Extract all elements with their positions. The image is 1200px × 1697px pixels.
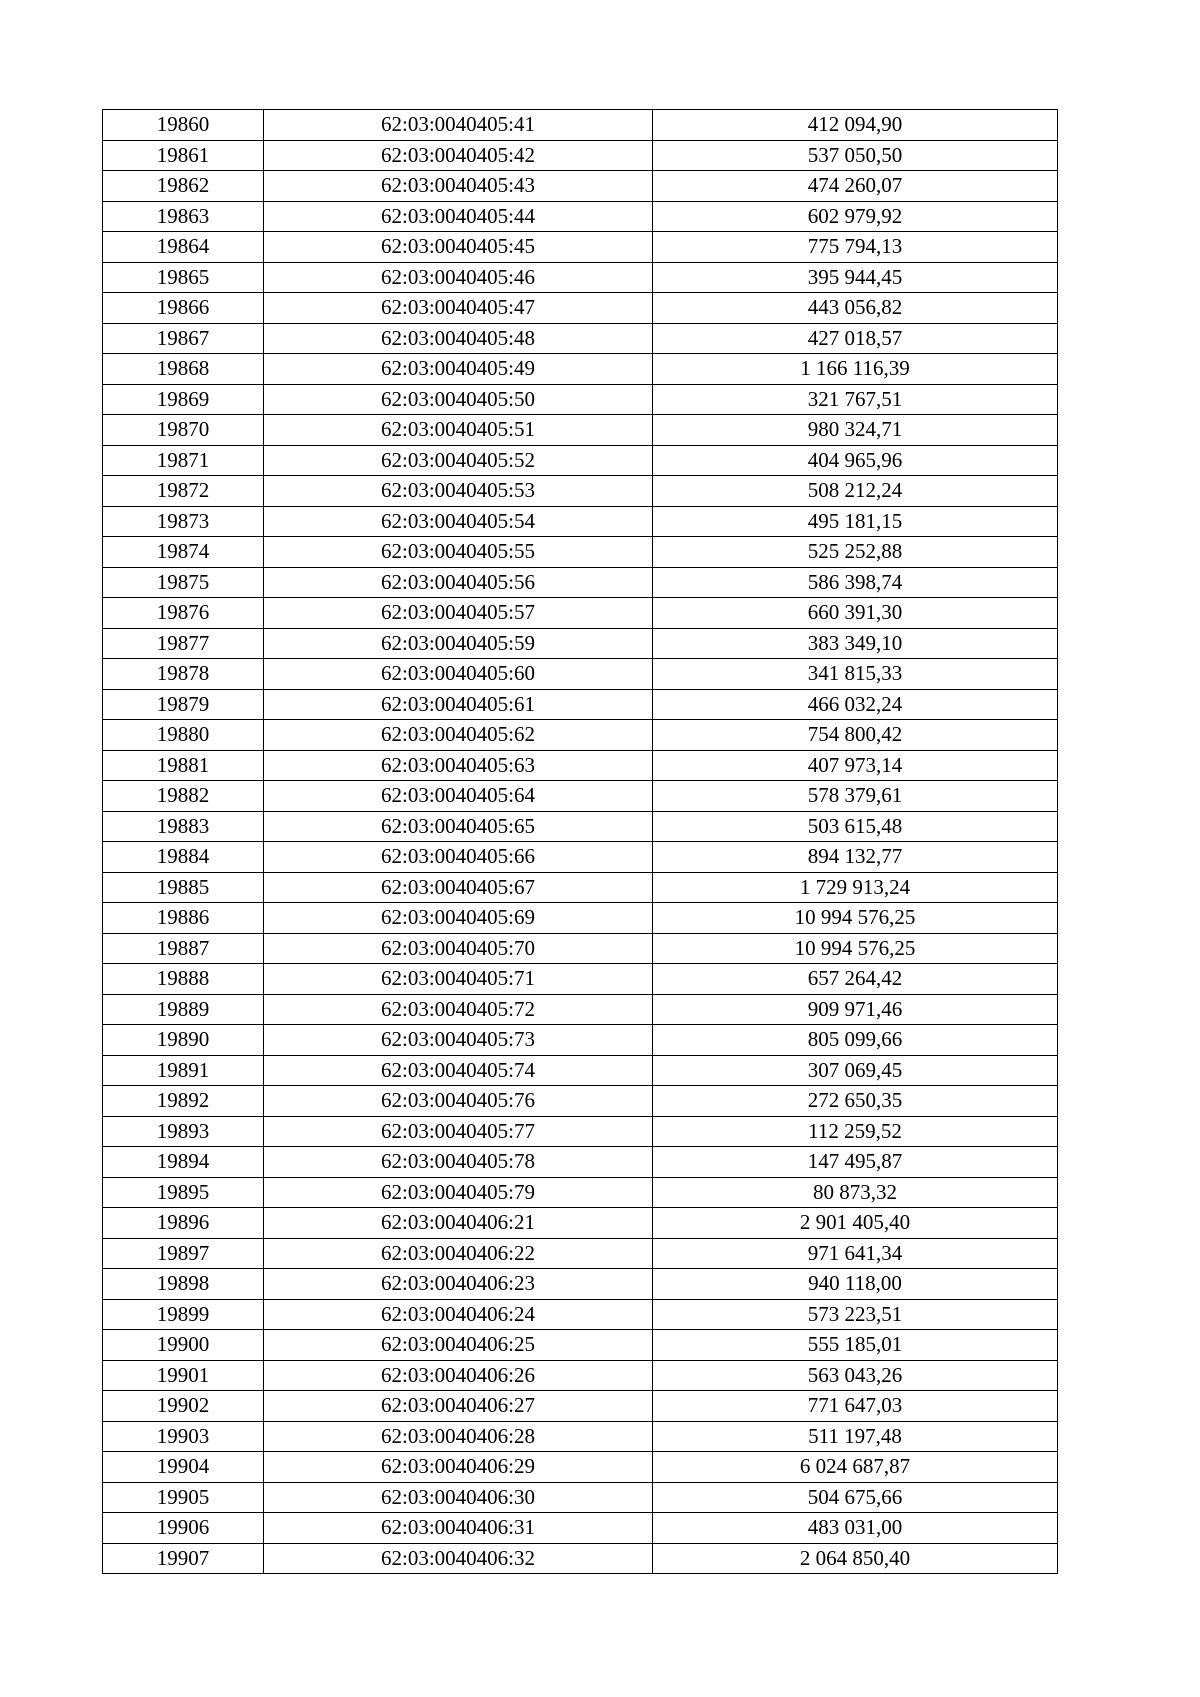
cadastral-value-cell: 657 264,42 (653, 964, 1058, 995)
row-number-cell: 19902 (103, 1391, 264, 1422)
row-number-cell: 19892 (103, 1086, 264, 1117)
cadastral-value-cell: 383 349,10 (653, 628, 1058, 659)
cadastral-value-cell: 495 181,15 (653, 506, 1058, 537)
cadastral-value-cell: 940 118,00 (653, 1269, 1058, 1300)
cadastral-number-cell: 62:03:0040405:47 (264, 293, 653, 324)
table-row (103, 720, 1058, 751)
table-row (103, 1543, 1058, 1574)
row-number-cell: 19871 (103, 445, 264, 476)
cadastral-number-cell: 62:03:0040406:29 (264, 1452, 653, 1483)
cadastral-value-cell: 272 650,35 (653, 1086, 1058, 1117)
cadastral-value-table (102, 109, 1058, 1574)
table-row (103, 811, 1058, 842)
cadastral-number-cell: 62:03:0040405:72 (264, 994, 653, 1025)
row-number-cell: 19867 (103, 323, 264, 354)
cadastral-value-cell: 602 979,92 (653, 201, 1058, 232)
table-row (103, 964, 1058, 995)
cadastral-value-cell: 395 944,45 (653, 262, 1058, 293)
table-row (103, 384, 1058, 415)
cadastral-value-cell: 427 018,57 (653, 323, 1058, 354)
table-row (103, 628, 1058, 659)
cadastral-value-cell: 525 252,88 (653, 537, 1058, 568)
row-number-cell: 19878 (103, 659, 264, 690)
table-row (103, 750, 1058, 781)
cadastral-value-cell: 307 069,45 (653, 1055, 1058, 1086)
cadastral-number-cell: 62:03:0040405:69 (264, 903, 653, 934)
row-number-cell: 19881 (103, 750, 264, 781)
row-number-cell: 19894 (103, 1147, 264, 1178)
row-number-cell: 19866 (103, 293, 264, 324)
cadastral-value-cell: 555 185,01 (653, 1330, 1058, 1361)
cadastral-number-cell: 62:03:0040405:44 (264, 201, 653, 232)
cadastral-value-cell: 771 647,03 (653, 1391, 1058, 1422)
cadastral-value-cell: 503 615,48 (653, 811, 1058, 842)
cadastral-value-cell: 980 324,71 (653, 415, 1058, 446)
cadastral-number-cell: 62:03:0040406:27 (264, 1391, 653, 1422)
row-number-cell: 19883 (103, 811, 264, 842)
row-number-cell: 19862 (103, 171, 264, 202)
cadastral-number-cell: 62:03:0040405:51 (264, 415, 653, 446)
row-number-cell: 19899 (103, 1299, 264, 1330)
table-row (103, 1055, 1058, 1086)
table-row (103, 201, 1058, 232)
row-number-cell: 19873 (103, 506, 264, 537)
row-number-cell: 19905 (103, 1482, 264, 1513)
cadastral-value-cell: 573 223,51 (653, 1299, 1058, 1330)
table-row (103, 354, 1058, 385)
cadastral-number-cell: 62:03:0040405:54 (264, 506, 653, 537)
table-body (103, 110, 1058, 1574)
table-row (103, 933, 1058, 964)
cadastral-number-cell: 62:03:0040406:25 (264, 1330, 653, 1361)
cadastral-value-cell: 10 994 576,25 (653, 903, 1058, 934)
cadastral-number-cell: 62:03:0040405:76 (264, 1086, 653, 1117)
cadastral-number-cell: 62:03:0040405:55 (264, 537, 653, 568)
table-row (103, 1269, 1058, 1300)
cadastral-value-cell: 754 800,42 (653, 720, 1058, 751)
cadastral-value-cell: 894 132,77 (653, 842, 1058, 873)
cadastral-number-cell: 62:03:0040405:62 (264, 720, 653, 751)
row-number-cell: 19906 (103, 1513, 264, 1544)
table-row (103, 903, 1058, 934)
cadastral-value-cell: 578 379,61 (653, 781, 1058, 812)
cadastral-number-cell: 62:03:0040405:61 (264, 689, 653, 720)
row-number-cell: 19876 (103, 598, 264, 629)
cadastral-number-cell: 62:03:0040405:49 (264, 354, 653, 385)
row-number-cell: 19865 (103, 262, 264, 293)
table-row (103, 659, 1058, 690)
row-number-cell: 19896 (103, 1208, 264, 1239)
row-number-cell: 19888 (103, 964, 264, 995)
cadastral-number-cell: 62:03:0040405:74 (264, 1055, 653, 1086)
cadastral-number-cell: 62:03:0040405:56 (264, 567, 653, 598)
row-number-cell: 19886 (103, 903, 264, 934)
cadastral-value-cell: 321 767,51 (653, 384, 1058, 415)
table-row (103, 1025, 1058, 1056)
cadastral-number-cell: 62:03:0040405:70 (264, 933, 653, 964)
cadastral-value-cell: 443 056,82 (653, 293, 1058, 324)
cadastral-value-cell: 2 064 850,40 (653, 1543, 1058, 1574)
table-row (103, 110, 1058, 141)
row-number-cell: 19861 (103, 140, 264, 171)
row-number-cell: 19868 (103, 354, 264, 385)
cadastral-number-cell: 62:03:0040405:64 (264, 781, 653, 812)
table-row (103, 1116, 1058, 1147)
cadastral-value-cell: 80 873,32 (653, 1177, 1058, 1208)
cadastral-value-cell: 147 495,87 (653, 1147, 1058, 1178)
table-row (103, 1452, 1058, 1483)
table-row (103, 1238, 1058, 1269)
cadastral-number-cell: 62:03:0040405:41 (264, 110, 653, 141)
table-row (103, 506, 1058, 537)
row-number-cell: 19860 (103, 110, 264, 141)
cadastral-value-cell: 805 099,66 (653, 1025, 1058, 1056)
table-row (103, 323, 1058, 354)
row-number-cell: 19870 (103, 415, 264, 446)
row-number-cell: 19874 (103, 537, 264, 568)
cadastral-value-cell: 909 971,46 (653, 994, 1058, 1025)
cadastral-number-cell: 62:03:0040405:59 (264, 628, 653, 659)
cadastral-value-cell: 483 031,00 (653, 1513, 1058, 1544)
cadastral-number-cell: 62:03:0040406:23 (264, 1269, 653, 1300)
table-row (103, 1391, 1058, 1422)
row-number-cell: 19891 (103, 1055, 264, 1086)
table-row (103, 171, 1058, 202)
row-number-cell: 19872 (103, 476, 264, 507)
row-number-cell: 19890 (103, 1025, 264, 1056)
table-row (103, 1513, 1058, 1544)
cadastral-number-cell: 62:03:0040405:66 (264, 842, 653, 873)
table-row (103, 598, 1058, 629)
row-number-cell: 19879 (103, 689, 264, 720)
row-number-cell: 19875 (103, 567, 264, 598)
table-row (103, 994, 1058, 1025)
cadastral-number-cell: 62:03:0040405:63 (264, 750, 653, 781)
cadastral-number-cell: 62:03:0040405:57 (264, 598, 653, 629)
cadastral-value-cell: 563 043,26 (653, 1360, 1058, 1391)
table-row (103, 232, 1058, 263)
row-number-cell: 19863 (103, 201, 264, 232)
cadastral-value-cell: 504 675,66 (653, 1482, 1058, 1513)
cadastral-value-cell: 474 260,07 (653, 171, 1058, 202)
cadastral-value-cell: 6 024 687,87 (653, 1452, 1058, 1483)
table-row (103, 1421, 1058, 1452)
row-number-cell: 19904 (103, 1452, 264, 1483)
row-number-cell: 19897 (103, 1238, 264, 1269)
cadastral-number-cell: 62:03:0040405:50 (264, 384, 653, 415)
cadastral-value-cell: 112 259,52 (653, 1116, 1058, 1147)
cadastral-number-cell: 62:03:0040406:22 (264, 1238, 653, 1269)
table-row (103, 262, 1058, 293)
cadastral-number-cell: 62:03:0040406:28 (264, 1421, 653, 1452)
cadastral-number-cell: 62:03:0040406:24 (264, 1299, 653, 1330)
row-number-cell: 19893 (103, 1116, 264, 1147)
cadastral-number-cell: 62:03:0040405:48 (264, 323, 653, 354)
cadastral-number-cell: 62:03:0040405:45 (264, 232, 653, 263)
cadastral-number-cell: 62:03:0040405:73 (264, 1025, 653, 1056)
cadastral-value-cell: 341 815,33 (653, 659, 1058, 690)
table-row (103, 781, 1058, 812)
cadastral-value-cell: 10 994 576,25 (653, 933, 1058, 964)
table-row (103, 567, 1058, 598)
row-number-cell: 19877 (103, 628, 264, 659)
cadastral-number-cell: 62:03:0040405:65 (264, 811, 653, 842)
cadastral-number-cell: 62:03:0040405:52 (264, 445, 653, 476)
table-row (103, 415, 1058, 446)
cadastral-value-cell: 2 901 405,40 (653, 1208, 1058, 1239)
cadastral-number-cell: 62:03:0040405:53 (264, 476, 653, 507)
table-row (103, 537, 1058, 568)
row-number-cell: 19895 (103, 1177, 264, 1208)
row-number-cell: 19889 (103, 994, 264, 1025)
cadastral-number-cell: 62:03:0040405:77 (264, 1116, 653, 1147)
row-number-cell: 19901 (103, 1360, 264, 1391)
table-row (103, 1147, 1058, 1178)
cadastral-value-cell: 412 094,90 (653, 110, 1058, 141)
cadastral-number-cell: 62:03:0040405:67 (264, 872, 653, 903)
cadastral-value-cell: 971 641,34 (653, 1238, 1058, 1269)
cadastral-value-cell: 586 398,74 (653, 567, 1058, 598)
cadastral-value-cell: 1 729 913,24 (653, 872, 1058, 903)
cadastral-value-cell: 508 212,24 (653, 476, 1058, 507)
row-number-cell: 19907 (103, 1543, 264, 1574)
cadastral-number-cell: 62:03:0040405:79 (264, 1177, 653, 1208)
row-number-cell: 19898 (103, 1269, 264, 1300)
cadastral-number-cell: 62:03:0040405:78 (264, 1147, 653, 1178)
table-row (103, 1360, 1058, 1391)
cadastral-value-cell: 1 166 116,39 (653, 354, 1058, 385)
cadastral-number-cell: 62:03:0040405:60 (264, 659, 653, 690)
row-number-cell: 19884 (103, 842, 264, 873)
table-row (103, 689, 1058, 720)
cadastral-number-cell: 62:03:0040406:31 (264, 1513, 653, 1544)
row-number-cell: 19864 (103, 232, 264, 263)
row-number-cell: 19900 (103, 1330, 264, 1361)
row-number-cell: 19882 (103, 781, 264, 812)
table-row (103, 1208, 1058, 1239)
cadastral-number-cell: 62:03:0040405:46 (264, 262, 653, 293)
row-number-cell: 19869 (103, 384, 264, 415)
cadastral-number-cell: 62:03:0040406:30 (264, 1482, 653, 1513)
cadastral-value-cell: 660 391,30 (653, 598, 1058, 629)
table-row (103, 293, 1058, 324)
cadastral-number-cell: 62:03:0040406:21 (264, 1208, 653, 1239)
table-row (103, 872, 1058, 903)
cadastral-number-cell: 62:03:0040406:26 (264, 1360, 653, 1391)
cadastral-value-cell: 466 032,24 (653, 689, 1058, 720)
cadastral-value-cell: 775 794,13 (653, 232, 1058, 263)
table-row (103, 1482, 1058, 1513)
table-row (103, 1330, 1058, 1361)
cadastral-value-cell: 537 050,50 (653, 140, 1058, 171)
cadastral-number-cell: 62:03:0040406:32 (264, 1543, 653, 1574)
row-number-cell: 19880 (103, 720, 264, 751)
table-row (103, 140, 1058, 171)
cadastral-value-cell: 511 197,48 (653, 1421, 1058, 1452)
cadastral-number-cell: 62:03:0040405:71 (264, 964, 653, 995)
table-row (103, 1177, 1058, 1208)
cadastral-number-cell: 62:03:0040405:43 (264, 171, 653, 202)
row-number-cell: 19903 (103, 1421, 264, 1452)
table-row (103, 1086, 1058, 1117)
row-number-cell: 19887 (103, 933, 264, 964)
table-row (103, 445, 1058, 476)
cadastral-number-cell: 62:03:0040405:42 (264, 140, 653, 171)
table-row (103, 842, 1058, 873)
cadastral-value-cell: 407 973,14 (653, 750, 1058, 781)
table-row (103, 1299, 1058, 1330)
table-row (103, 476, 1058, 507)
cadastral-value-cell: 404 965,96 (653, 445, 1058, 476)
row-number-cell: 19885 (103, 872, 264, 903)
